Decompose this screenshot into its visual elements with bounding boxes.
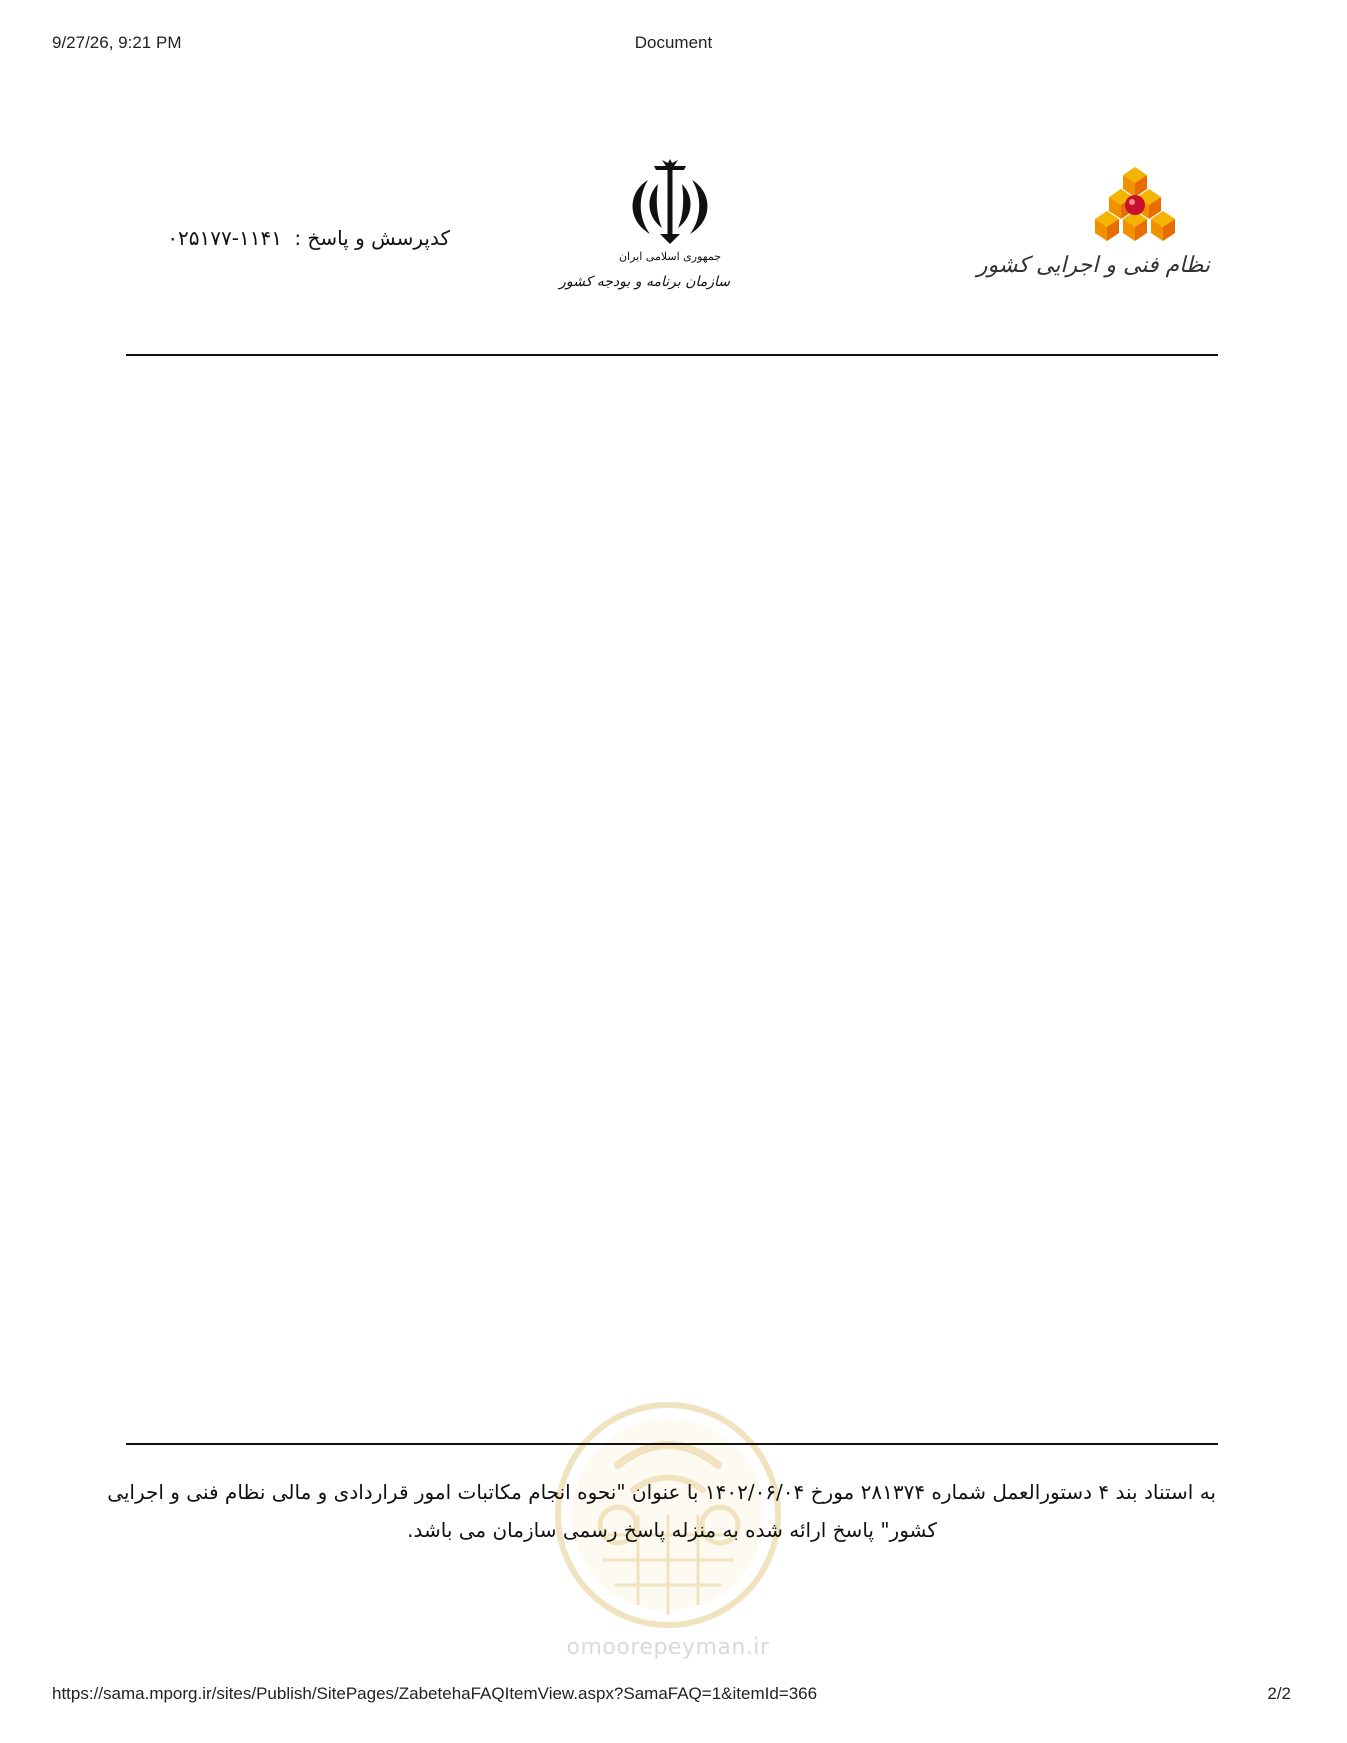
- question-code: [150, 226, 450, 250]
- print-datetime: 9/27/26, 9:21 PM: [52, 33, 182, 52]
- question-code-label: کدپرسش و پاسخ :: [294, 226, 450, 250]
- watermark-site-text: omoorepeyman.ir: [566, 1635, 770, 1660]
- emblem-caption-organization: سازمان برنامه و بودجه کشور: [559, 274, 730, 290]
- footer-divider: [126, 1443, 1218, 1445]
- print-url: https://sama.mporg.ir/sites/Publish/SitePages/ZabetehaFAQItemView.aspx?SamaFAQ=1&itemId=366: [52, 1684, 818, 1703]
- print-document-title: Document: [634, 33, 713, 52]
- statement-line-1: به استناد بند ۴ دستورالعمل شماره ۲۸۱۳۷۴ مورخ ۱۴۰۲/۰۶/۰۴ با عنوان "نحوه انجام مکاتبات امور قراردادی و مالی نظام فنی و اجرایی: [107, 1480, 1216, 1504]
- triangle-cubes-icon: [1085, 163, 1185, 247]
- header-divider: [126, 354, 1218, 356]
- iran-emblem-icon: [610, 158, 730, 248]
- emblem-caption-country: جمهوری اسلامی ایران: [618, 250, 722, 263]
- org-logo-caption: نظام فنی و اجرایی کشور: [976, 253, 1210, 278]
- statement-line-2: کشور" پاسخ ارائه شده به منزله پاسخ رسمی سازمان می باشد.: [407, 1518, 937, 1542]
- iran-emblem-logo: [559, 158, 730, 308]
- official-response-statement: [107, 1473, 1216, 1549]
- print-page-number: 2/2: [1267, 1684, 1291, 1703]
- technical-system-logo: [976, 163, 1210, 303]
- question-code-value: ۰۲۵۱۷۷-۱۱۴۱: [167, 226, 282, 250]
